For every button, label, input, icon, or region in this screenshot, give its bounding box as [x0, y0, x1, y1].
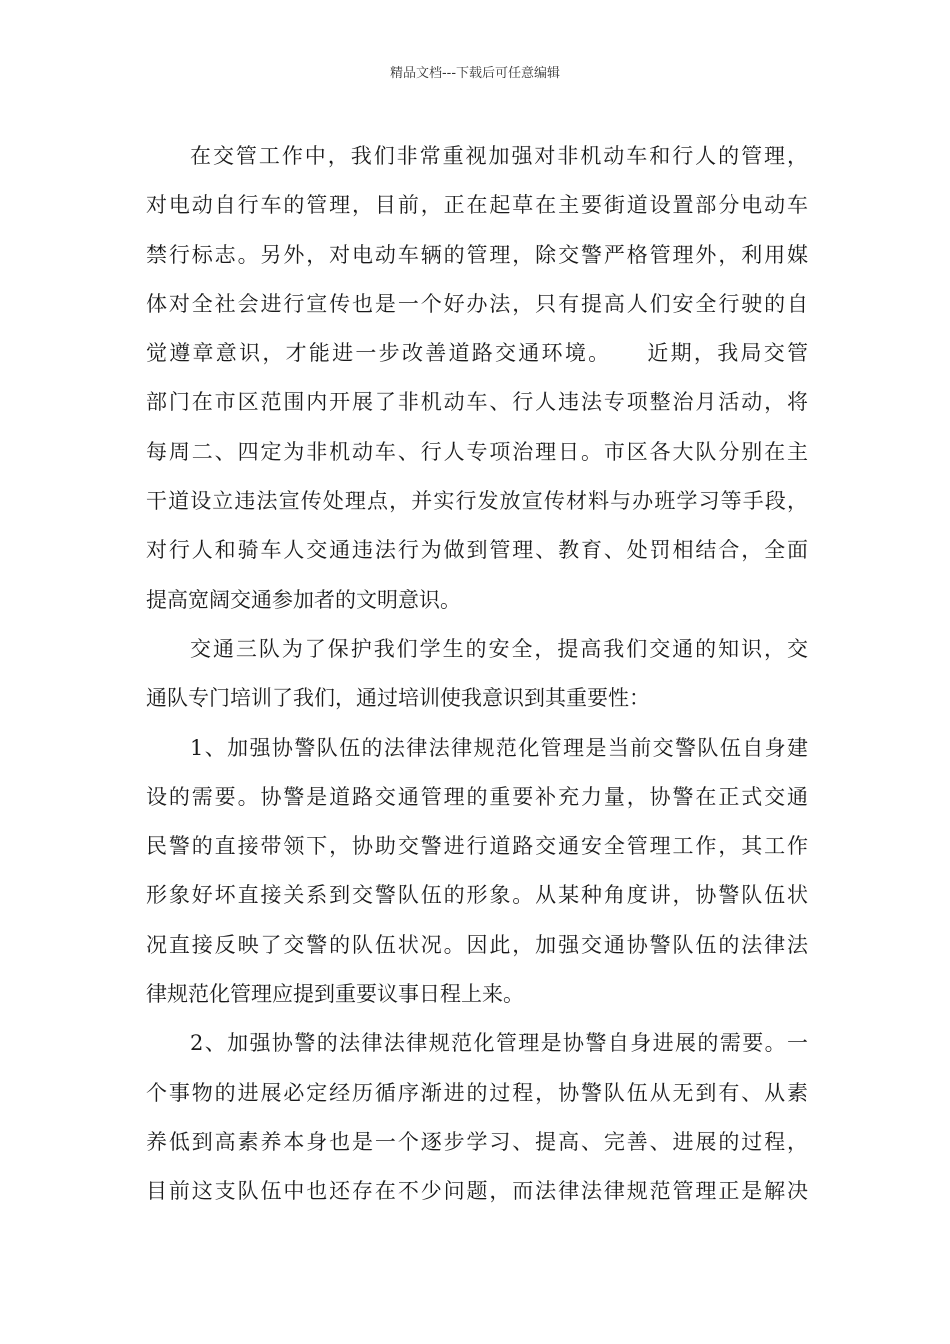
text-line: 体对全社会进行宣传也是一个好办法，只有提高人们安全行驶的自 — [146, 291, 808, 316]
text-line: 律规范化管理应提到重要议事日程上来。 — [146, 982, 524, 1007]
text-line: 提高宽阔交通参加者的文明意识。 — [146, 587, 461, 612]
text-line: 通队专门培训了我们，通过培训使我意识到其重要性： — [146, 686, 650, 711]
text-line: 目前这支队伍中也还存在不少问题，而法律法律规范管理正是解决 — [146, 1179, 808, 1204]
text-line: 养低到高素养本身也是一个逐步学习、提高、完善、进展的过程， — [146, 1129, 808, 1154]
text-line: 对行人和骑车人交通违法行为做到管理、教育、处罚相结合，全面 — [146, 538, 808, 563]
text-line: 设的需要。协警是道路交通管理的重要补充力量，协警在正式交通 — [146, 784, 808, 809]
text-line: 对电动自行车的管理，目前，正在起草在主要街道设置部分电动车 — [146, 193, 808, 218]
text-line: 部门在市区范围内开展了非机动车、行人违法专项整治月活动，将 — [146, 390, 808, 415]
text-line: 交通三队为了保护我们学生的安全，提高我们交通的知识，交 — [190, 636, 808, 661]
text-line: 民警的直接带领下，协助交警进行道路交通安全管理工作，其工作 — [146, 834, 808, 859]
text-line: 干道设立违法宣传处理点，并实行发放宣传材料与办班学习等手段， — [146, 489, 808, 514]
page-header: 精品文档---下载后可任意编辑 — [389, 66, 561, 81]
text-line: 在交管工作中，我们非常重视加强对非机动车和行人的管理， — [190, 144, 808, 168]
text-line: 2、加强协警的法律法律规范化管理是协警自身进展的需要。一 — [190, 1031, 808, 1056]
text-line: 个事物的进展必定经历循序渐进的过程，协警队伍从无到有、从素 — [146, 1080, 808, 1105]
text-line: 觉遵章意识，才能进一步改善道路交通环境。 近期，我局交管 — [146, 341, 808, 366]
text-line: 禁行标志。另外，对电动车辆的管理，除交警严格管理外，利用媒 — [146, 242, 808, 267]
text-line: 1、加强协警队伍的法律法律规范化管理是当前交警队伍自身建 — [190, 735, 808, 760]
text-line: 每周二、四定为非机动车、行人专项治理日。市区各大队分别在主 — [146, 439, 808, 464]
text-line: 形象好坏直接关系到交警队伍的形象。从某种角度讲，协警队伍状 — [146, 883, 808, 908]
body-text — [146, 132, 808, 1217]
text-line: 况直接反映了交警的队伍状况。因此，加强交通协警队伍的法律法 — [146, 932, 808, 957]
